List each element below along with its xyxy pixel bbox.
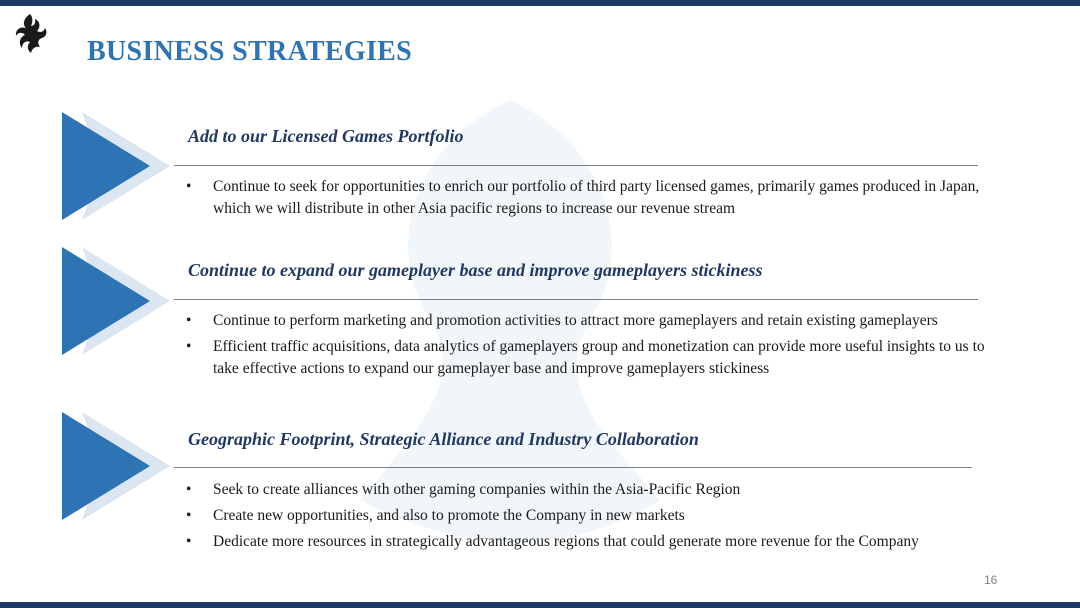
- bullet-item: [186, 336, 998, 380]
- bullet-dot: •: [186, 481, 192, 498]
- bullet-list: [186, 310, 998, 384]
- arrow-icon: [60, 110, 170, 222]
- bullet-dot: •: [186, 178, 192, 195]
- section-divider: [174, 165, 978, 166]
- bullet-item: [186, 310, 998, 332]
- bullet-dot: •: [186, 312, 192, 329]
- bullet-item: [186, 505, 998, 527]
- section-heading: Geographic Footprint, Strategic Alliance and Industry Collaboration: [188, 429, 699, 449]
- bullet-dot: •: [186, 507, 192, 524]
- bullet-dot: •: [186, 338, 192, 355]
- slide-title: BUSINESS STRATEGIES: [87, 36, 412, 67]
- bullet-text: Create new opportunities, and also to promote the Company in new markets: [213, 507, 685, 524]
- top-frame-bar: [0, 0, 1080, 6]
- arrow-icon: [60, 410, 170, 522]
- section-heading: Add to our Licensed Games Portfolio: [188, 126, 464, 146]
- page-number: 16: [984, 573, 998, 587]
- bullet-list: [186, 176, 998, 224]
- bullet-list: [186, 479, 998, 557]
- bullet-text: Continue to seek for opportunities to enrich our portfolio of third party licensed games, primarily games produced in Japan, which we will distribute in other Asia pacific regions to increase our revenue stream: [213, 178, 980, 217]
- bullet-text: Efficient traffic acquisitions, data analytics of gameplayers group and monetization can provide more useful insights to us to take effective actions to expand our gameplayer base and improve gameplayers stickiness: [213, 338, 985, 377]
- bullet-item: [186, 531, 998, 553]
- dragon-logo-icon: [10, 12, 50, 54]
- section-divider: [174, 299, 978, 300]
- bullet-text: Dedicate more resources in strategically advantageous regions that could generate more revenue for the Company: [213, 533, 919, 550]
- bullet-text: Continue to perform marketing and promotion activities to attract more gameplayers and retain existing gameplayers: [213, 312, 938, 329]
- section-heading: Continue to expand our gameplayer base and improve gameplayers stickiness: [188, 260, 763, 280]
- section-divider: [174, 467, 972, 468]
- bottom-frame-bar: [0, 602, 1080, 608]
- bullet-item: [186, 479, 998, 501]
- bullet-item: [186, 176, 998, 220]
- bullet-text: Seek to create alliances with other gaming companies within the Asia-Pacific Region: [213, 481, 741, 498]
- arrow-icon: [60, 245, 170, 357]
- bullet-dot: •: [186, 533, 192, 550]
